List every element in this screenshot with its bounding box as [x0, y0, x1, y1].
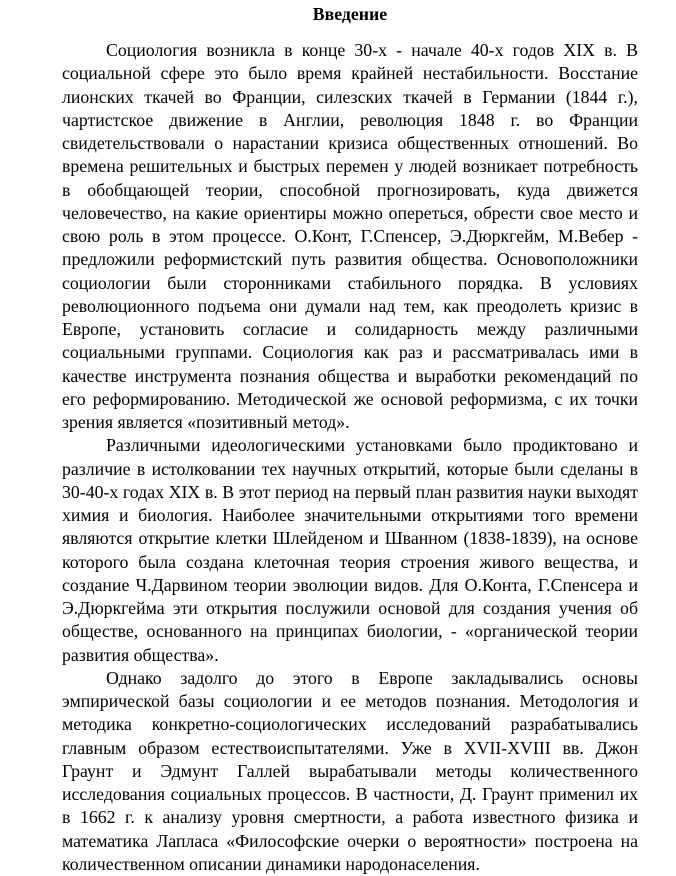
document-page — [62, 4, 638, 876]
paragraph: Социология возникла в конце 30-х - начале 40-х годов XIX в. В социальной сфере это было время крайней нестабильности. Восстание лионских ткачей во Франции, силезских ткачей в Германии (1844 г.), чартистское движение в Англии, революция 1848 г. во Франции свидетельствовали о нарастании кризиса общественных отношений. Во времена решительных и быстрых перемен у людей возникает потребность в обобщающей теории, способной прогнозировать, куда движется человечество, на какие ориентиры можно опереться, обрести свое место и свою роль в этом процессе. О.Конт, Г.Спенсер, Э.Дюркгейм, М.Вебер - предложили реформистский путь развития общества. Основоположники социологии были сторонниками стабильного порядка. В условиях революционного подъема они думали над тем, как преодолеть кризис в Европе, установить согласие и солидарность между различными социальными группами. Социология как раз и рассматривалась ими в качестве инструмента познания общества и выработки рекомендаций по его реформированию. Методической же основой реформизма, с их точки зрения является «позитивный метод». — [62, 40, 638, 432]
paragraph: Однако задолго до этого в Европе закладывались основы эмпирической базы социологии и ее методов познания. Методология и методика конкретно-социологических исследований разрабатывались главным образом естествоиспытателями. Уже в XVII-XVIII вв. Джон Граунт и Эдмунт Галлей вырабатывали методы количественного исследования социальных процессов. В частности, Д. Граунт применил их в 1662 г. к анализу уровня смертности, а работа известного физика и математика Лапласа «Философские очерки о вероятности» построена на количественном описании динамики народонаселения. — [62, 667, 638, 874]
document-title: Введение — [312, 4, 388, 24]
paragraph: Различными идеологическими установками было продиктовано и различие в истолковании тех научных открытий, которые были сделаны в 30-40-х годах XIX в. В этот период на первый план развития науки выходят химия и биология. Наиболее значительными открытиями того времени являются открытие клетки Шлейденом и Шванном (1838-1839), на основе которого была создана клеточная теория строения живого вещества, и создание Ч.Дарвином теории эволюции видов. Для О.Конта, Г.Спенсера и Э.Дюркгейма эти открытия послужили основой для создания учения об обществе, основанного на принципах биологии, - «органической теории развития общества». — [62, 435, 638, 665]
